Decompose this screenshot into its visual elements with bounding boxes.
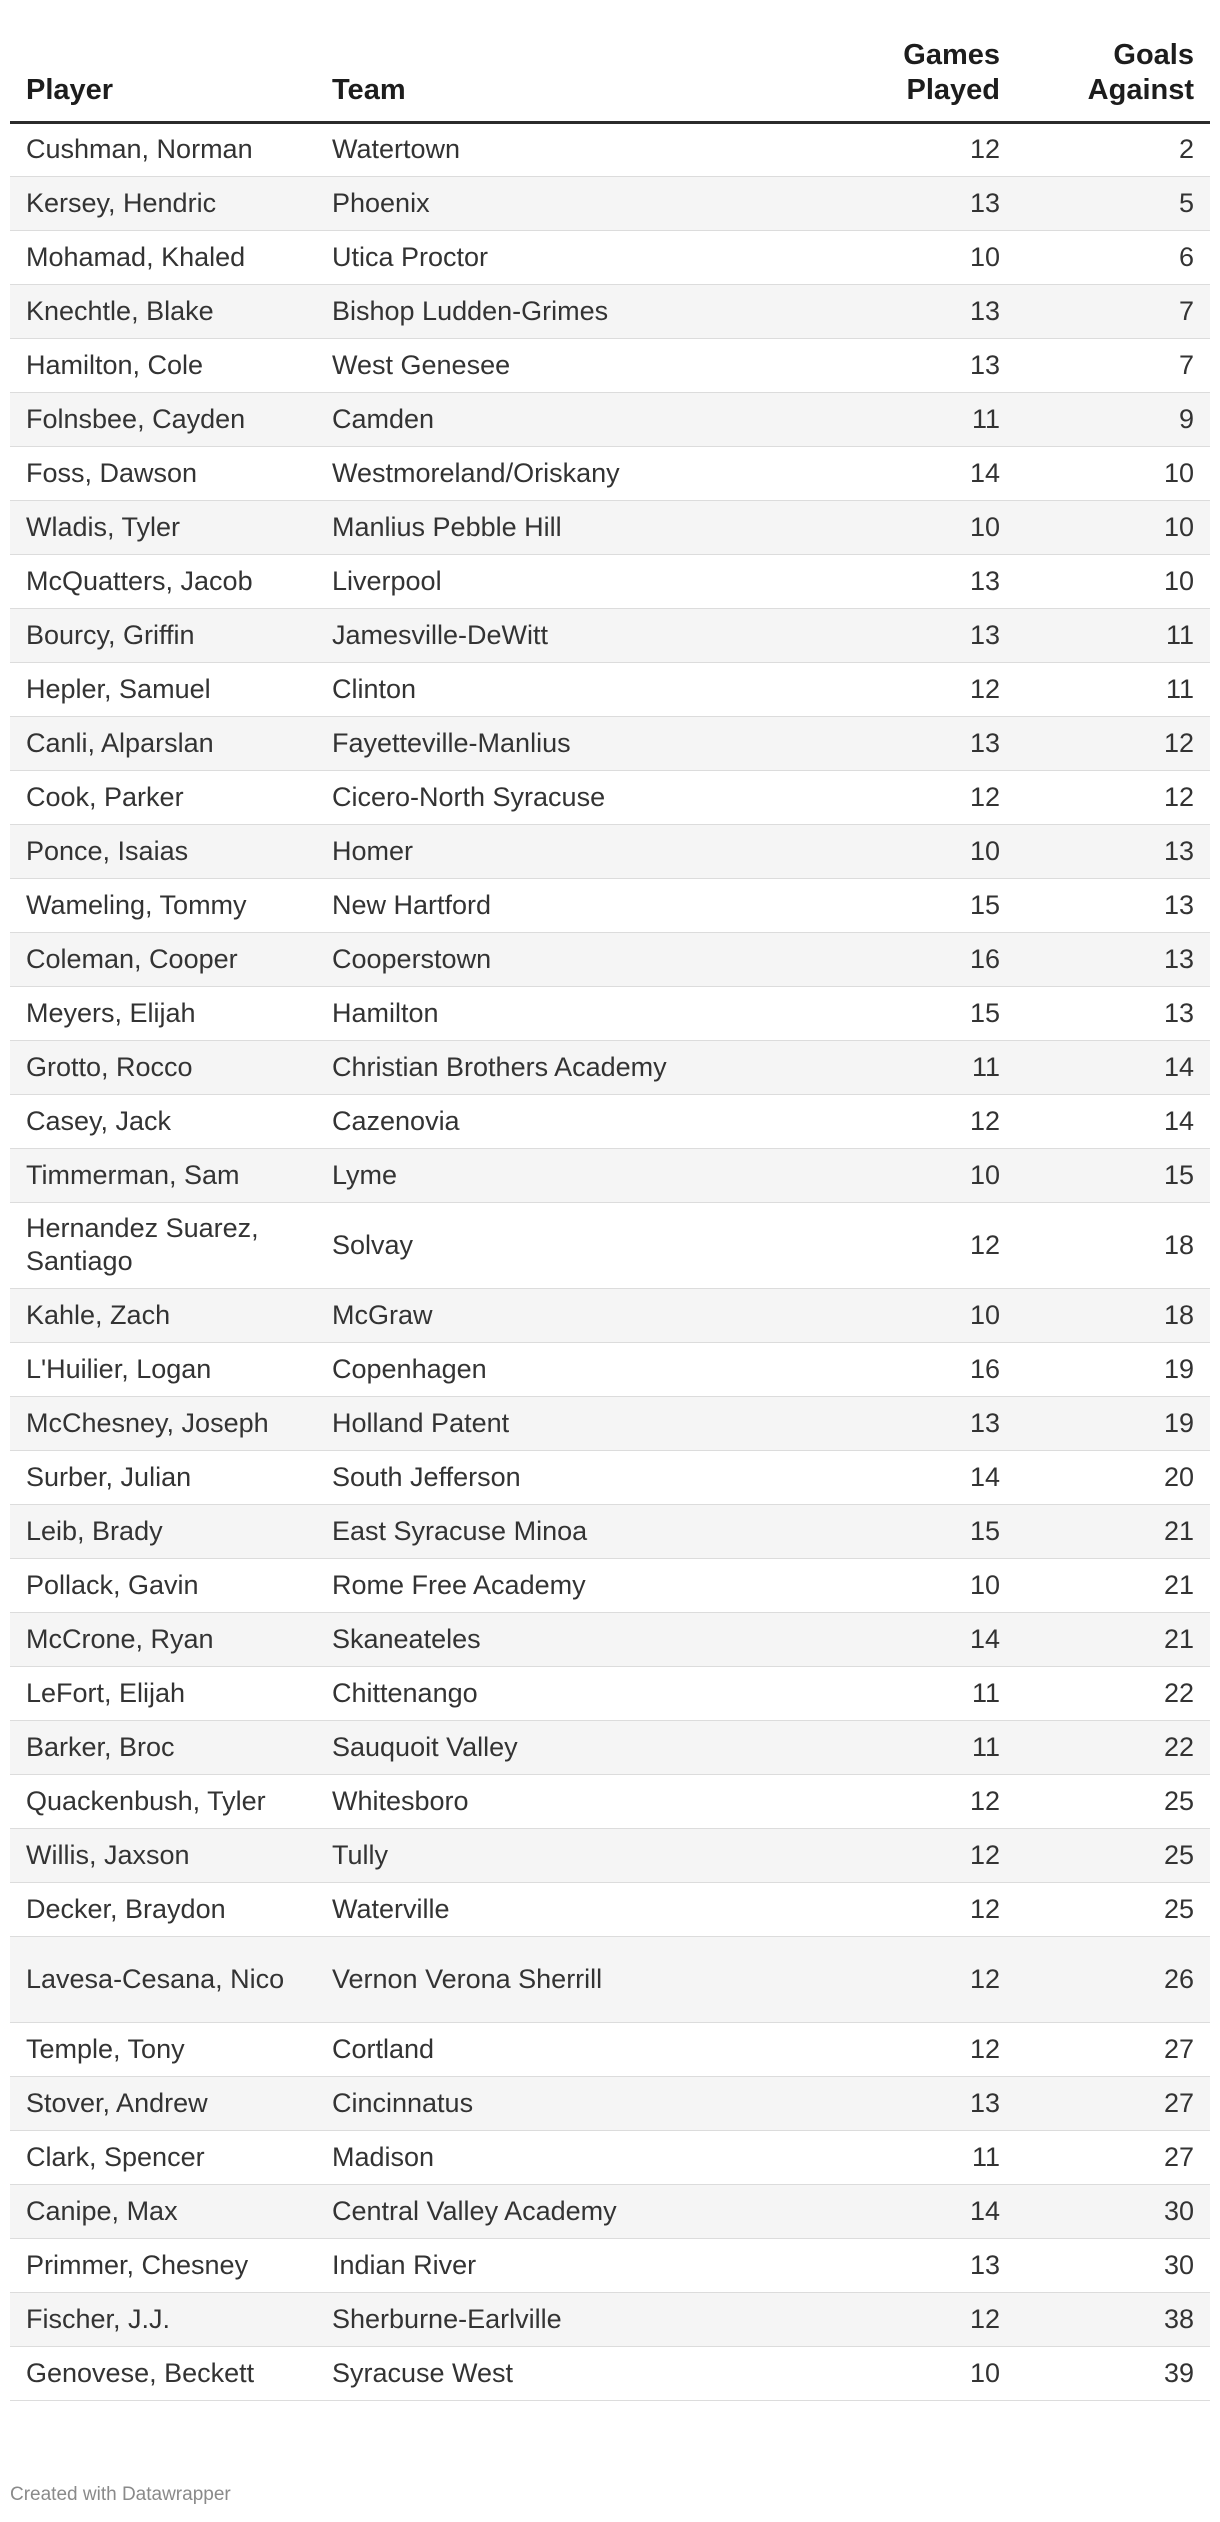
- games-played-cell: 12: [836, 2022, 1016, 2076]
- games-played-cell: 11: [836, 1720, 1016, 1774]
- player-cell: McQuatters, Jacob: [10, 554, 316, 608]
- column-header-games-played-label: Games Played: [903, 38, 1000, 106]
- games-played-cell: 12: [836, 1882, 1016, 1936]
- team-cell: West Genesee: [316, 338, 836, 392]
- games-played-cell: 12: [836, 662, 1016, 716]
- team-cell: Sauquoit Valley: [316, 1720, 836, 1774]
- games-played-cell: 12: [836, 1202, 1016, 1288]
- table-row: [10, 2022, 1210, 2076]
- games-played-cell: 12: [836, 1774, 1016, 1828]
- table-row: [10, 1040, 1210, 1094]
- player-cell: Cook, Parker: [10, 770, 316, 824]
- games-played-cell: 10: [836, 1288, 1016, 1342]
- goals-against-cell: 21: [1016, 1558, 1210, 1612]
- table-row: [10, 1396, 1210, 1450]
- player-cell: L'Huilier, Logan: [10, 1342, 316, 1396]
- player-cell: LeFort, Elijah: [10, 1666, 316, 1720]
- goals-against-cell: 20: [1016, 1450, 1210, 1504]
- datawrapper-credit: Created with Datawrapper: [10, 2484, 231, 2505]
- goals-against-cell: 13: [1016, 824, 1210, 878]
- player-cell: Kahle, Zach: [10, 1288, 316, 1342]
- team-cell: Christian Brothers Academy: [316, 1040, 836, 1094]
- goals-against-cell: 30: [1016, 2184, 1210, 2238]
- team-cell: McGraw: [316, 1288, 836, 1342]
- player-cell: Pollack, Gavin: [10, 1558, 316, 1612]
- goals-against-cell: 22: [1016, 1666, 1210, 1720]
- goals-against-cell: 6: [1016, 230, 1210, 284]
- player-cell: Hernandez Suarez, Santiago: [10, 1202, 316, 1288]
- table-row: [10, 986, 1210, 1040]
- games-played-cell: 11: [836, 392, 1016, 446]
- games-played-cell: 15: [836, 986, 1016, 1040]
- team-cell: Utica Proctor: [316, 230, 836, 284]
- team-cell: Cicero-North Syracuse: [316, 770, 836, 824]
- games-played-cell: 13: [836, 338, 1016, 392]
- table-row: [10, 1288, 1210, 1342]
- player-cell: Primmer, Chesney: [10, 2238, 316, 2292]
- team-cell: Holland Patent: [316, 1396, 836, 1450]
- table-row: [10, 770, 1210, 824]
- team-cell: Camden: [316, 392, 836, 446]
- goals-against-cell: 27: [1016, 2076, 1210, 2130]
- player-cell: McCrone, Ryan: [10, 1612, 316, 1666]
- games-played-cell: 10: [836, 1558, 1016, 1612]
- table-row: [10, 932, 1210, 986]
- games-played-cell: 14: [836, 2184, 1016, 2238]
- goals-against-cell: 14: [1016, 1094, 1210, 1148]
- games-played-cell: 13: [836, 2238, 1016, 2292]
- goals-against-cell: 27: [1016, 2130, 1210, 2184]
- table-row: [10, 2292, 1210, 2346]
- games-played-cell: 16: [836, 1342, 1016, 1396]
- team-cell: Central Valley Academy: [316, 2184, 836, 2238]
- team-cell: Manlius Pebble Hill: [316, 500, 836, 554]
- player-cell: Stover, Andrew: [10, 2076, 316, 2130]
- player-cell: Fischer, J.J.: [10, 2292, 316, 2346]
- goals-against-cell: 15: [1016, 1148, 1210, 1202]
- table-row: [10, 446, 1210, 500]
- player-cell: Quackenbush, Tyler: [10, 1774, 316, 1828]
- team-cell: South Jefferson: [316, 1450, 836, 1504]
- goals-against-cell: 10: [1016, 446, 1210, 500]
- goals-against-cell: 14: [1016, 1040, 1210, 1094]
- games-played-cell: 13: [836, 2076, 1016, 2130]
- player-cell: Wladis, Tyler: [10, 500, 316, 554]
- games-played-cell: 10: [836, 1148, 1016, 1202]
- games-played-cell: 10: [836, 824, 1016, 878]
- goals-against-cell: 9: [1016, 392, 1210, 446]
- player-cell: Temple, Tony: [10, 2022, 316, 2076]
- goals-against-cell: 12: [1016, 716, 1210, 770]
- column-header-games-played[interactable]: [836, 0, 1016, 122]
- team-cell: Phoenix: [316, 176, 836, 230]
- table-row: [10, 176, 1210, 230]
- player-cell: Clark, Spencer: [10, 2130, 316, 2184]
- table-row: [10, 1148, 1210, 1202]
- goals-against-cell: 13: [1016, 932, 1210, 986]
- team-cell: Rome Free Academy: [316, 1558, 836, 1612]
- goals-against-cell: 39: [1016, 2346, 1210, 2400]
- table-row: [10, 1504, 1210, 1558]
- player-cell: Folnsbee, Cayden: [10, 392, 316, 446]
- goals-against-cell: 38: [1016, 2292, 1210, 2346]
- games-played-cell: 13: [836, 608, 1016, 662]
- team-cell: Homer: [316, 824, 836, 878]
- goals-against-cell: 21: [1016, 1612, 1210, 1666]
- team-cell: Bishop Ludden-Grimes: [316, 284, 836, 338]
- table-row: [10, 2346, 1210, 2400]
- team-cell: Watertown: [316, 122, 836, 176]
- table-body: [10, 122, 1210, 2400]
- games-played-cell: 10: [836, 230, 1016, 284]
- player-cell: Wameling, Tommy: [10, 878, 316, 932]
- team-cell: Cincinnatus: [316, 2076, 836, 2130]
- player-cell: Barker, Broc: [10, 1720, 316, 1774]
- team-cell: Clinton: [316, 662, 836, 716]
- games-played-cell: 11: [836, 1666, 1016, 1720]
- team-cell: Skaneateles: [316, 1612, 836, 1666]
- table-header: [10, 0, 1210, 122]
- column-header-player[interactable]: Player: [10, 0, 316, 122]
- team-cell: Jamesville-DeWitt: [316, 608, 836, 662]
- team-cell: Whitesboro: [316, 1774, 836, 1828]
- team-cell: Cazenovia: [316, 1094, 836, 1148]
- table-row: [10, 1342, 1210, 1396]
- player-cell: Surber, Julian: [10, 1450, 316, 1504]
- team-cell: Waterville: [316, 1882, 836, 1936]
- table-row: [10, 662, 1210, 716]
- team-cell: Indian River: [316, 2238, 836, 2292]
- games-played-cell: 10: [836, 2346, 1016, 2400]
- table-row: [10, 1094, 1210, 1148]
- player-cell: Kersey, Hendric: [10, 176, 316, 230]
- table-row: [10, 338, 1210, 392]
- player-cell: Lavesa-Cesana, Nico: [10, 1936, 316, 2022]
- header-row: [10, 0, 1210, 122]
- games-played-cell: 13: [836, 176, 1016, 230]
- table-row: [10, 1666, 1210, 1720]
- goals-against-cell: 30: [1016, 2238, 1210, 2292]
- games-played-cell: 12: [836, 1936, 1016, 2022]
- table-row: [10, 2238, 1210, 2292]
- column-header-goals-against-label: Goals Against: [1087, 38, 1194, 106]
- team-cell: Fayetteville-Manlius: [316, 716, 836, 770]
- games-played-cell: 15: [836, 878, 1016, 932]
- table-row: [10, 1936, 1210, 2022]
- table-row: [10, 1828, 1210, 1882]
- goals-against-cell: 10: [1016, 554, 1210, 608]
- team-cell: Westmoreland/Oriskany: [316, 446, 836, 500]
- games-played-cell: 12: [836, 122, 1016, 176]
- games-played-cell: 13: [836, 716, 1016, 770]
- goals-against-cell: 10: [1016, 500, 1210, 554]
- player-cell: Genovese, Beckett: [10, 2346, 316, 2400]
- games-played-cell: 13: [836, 554, 1016, 608]
- player-cell: Knechtle, Blake: [10, 284, 316, 338]
- team-cell: East Syracuse Minoa: [316, 1504, 836, 1558]
- player-cell: Hepler, Samuel: [10, 662, 316, 716]
- table-row: [10, 284, 1210, 338]
- goals-against-cell: 5: [1016, 176, 1210, 230]
- goals-against-cell: 13: [1016, 878, 1210, 932]
- goals-against-cell: 11: [1016, 608, 1210, 662]
- goalie-stats-table: [10, 0, 1210, 2401]
- table-row: [10, 878, 1210, 932]
- table-row: [10, 1612, 1210, 1666]
- games-played-cell: 13: [836, 1396, 1016, 1450]
- player-cell: McChesney, Joseph: [10, 1396, 316, 1450]
- team-cell: Vernon Verona Sherrill: [316, 1936, 836, 2022]
- team-cell: Madison: [316, 2130, 836, 2184]
- goals-against-cell: 26: [1016, 1936, 1210, 2022]
- goals-against-cell: 19: [1016, 1396, 1210, 1450]
- team-cell: Sherburne-Earlville: [316, 2292, 836, 2346]
- column-header-goals-against[interactable]: [1016, 0, 1210, 122]
- player-cell: Timmerman, Sam: [10, 1148, 316, 1202]
- games-played-cell: 10: [836, 500, 1016, 554]
- goals-against-cell: 25: [1016, 1828, 1210, 1882]
- player-cell: Decker, Braydon: [10, 1882, 316, 1936]
- table-row: [10, 824, 1210, 878]
- goals-against-cell: 21: [1016, 1504, 1210, 1558]
- table-row: [10, 554, 1210, 608]
- games-played-cell: 12: [836, 2292, 1016, 2346]
- table-row: [10, 1774, 1210, 1828]
- team-cell: Cortland: [316, 2022, 836, 2076]
- table-row: [10, 716, 1210, 770]
- goals-against-cell: 27: [1016, 2022, 1210, 2076]
- games-played-cell: 11: [836, 2130, 1016, 2184]
- player-cell: Canipe, Max: [10, 2184, 316, 2238]
- games-played-cell: 11: [836, 1040, 1016, 1094]
- player-cell: Meyers, Elijah: [10, 986, 316, 1040]
- player-cell: Casey, Jack: [10, 1094, 316, 1148]
- games-played-cell: 16: [836, 932, 1016, 986]
- games-played-cell: 14: [836, 1450, 1016, 1504]
- games-played-cell: 12: [836, 770, 1016, 824]
- team-cell: Syracuse West: [316, 2346, 836, 2400]
- goals-against-cell: 2: [1016, 122, 1210, 176]
- table-row: [10, 608, 1210, 662]
- games-played-cell: 12: [836, 1828, 1016, 1882]
- player-cell: Canli, Alparslan: [10, 716, 316, 770]
- player-cell: Hamilton, Cole: [10, 338, 316, 392]
- table-row: [10, 2076, 1210, 2130]
- games-played-cell: 14: [836, 1612, 1016, 1666]
- player-cell: Cushman, Norman: [10, 122, 316, 176]
- games-played-cell: 12: [836, 1094, 1016, 1148]
- table-row: [10, 1202, 1210, 1288]
- table-row: [10, 1720, 1210, 1774]
- table-row: [10, 1558, 1210, 1612]
- goals-against-cell: 25: [1016, 1774, 1210, 1828]
- goals-against-cell: 25: [1016, 1882, 1210, 1936]
- table-row: [10, 392, 1210, 446]
- table-row: [10, 230, 1210, 284]
- goals-against-cell: 7: [1016, 338, 1210, 392]
- team-cell: New Hartford: [316, 878, 836, 932]
- player-cell: Leib, Brady: [10, 1504, 316, 1558]
- table-row: [10, 1450, 1210, 1504]
- table-row: [10, 2184, 1210, 2238]
- team-cell: Copenhagen: [316, 1342, 836, 1396]
- goalie-stats-table-container: [10, 0, 1210, 2401]
- table-row: [10, 1882, 1210, 1936]
- player-cell: Bourcy, Griffin: [10, 608, 316, 662]
- goals-against-cell: 19: [1016, 1342, 1210, 1396]
- team-cell: Cooperstown: [316, 932, 836, 986]
- player-cell: Mohamad, Khaled: [10, 230, 316, 284]
- team-cell: Tully: [316, 1828, 836, 1882]
- table-row: [10, 500, 1210, 554]
- team-cell: Lyme: [316, 1148, 836, 1202]
- player-cell: Coleman, Cooper: [10, 932, 316, 986]
- goals-against-cell: 22: [1016, 1720, 1210, 1774]
- goals-against-cell: 18: [1016, 1202, 1210, 1288]
- team-cell: Hamilton: [316, 986, 836, 1040]
- games-played-cell: 14: [836, 446, 1016, 500]
- goals-against-cell: 7: [1016, 284, 1210, 338]
- games-played-cell: 15: [836, 1504, 1016, 1558]
- table-row: [10, 122, 1210, 176]
- column-header-team[interactable]: Team: [316, 0, 836, 122]
- player-cell: Willis, Jaxson: [10, 1828, 316, 1882]
- goals-against-cell: 12: [1016, 770, 1210, 824]
- team-cell: Liverpool: [316, 554, 836, 608]
- player-cell: Grotto, Rocco: [10, 1040, 316, 1094]
- player-cell: Ponce, Isaias: [10, 824, 316, 878]
- goals-against-cell: 13: [1016, 986, 1210, 1040]
- player-cell: Foss, Dawson: [10, 446, 316, 500]
- goals-against-cell: 18: [1016, 1288, 1210, 1342]
- team-cell: Chittenango: [316, 1666, 836, 1720]
- table-row: [10, 2130, 1210, 2184]
- team-cell: Solvay: [316, 1202, 836, 1288]
- goals-against-cell: 11: [1016, 662, 1210, 716]
- games-played-cell: 13: [836, 284, 1016, 338]
